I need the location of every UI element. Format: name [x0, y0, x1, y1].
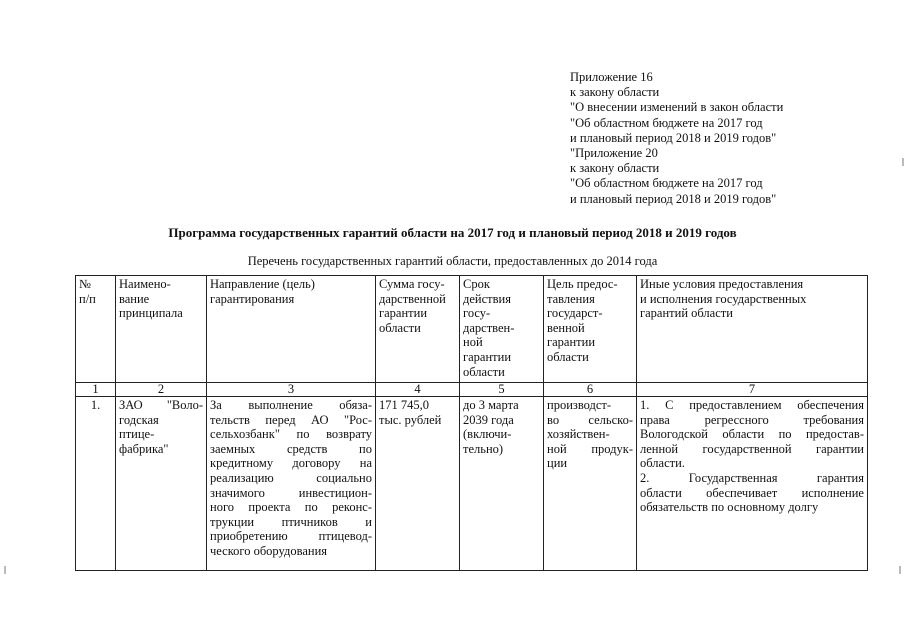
column-number: 1 — [76, 383, 116, 397]
cell-line: Сумма госу- — [379, 277, 445, 291]
header-cell — [637, 276, 868, 383]
annex-line: и плановый период 2018 и 2019 годов" — [570, 130, 777, 145]
cell-line: гарантии — [463, 349, 512, 364]
cell-line: Срок — [463, 277, 490, 291]
cell-line: Иные условия предоставления — [640, 277, 804, 291]
cell-line: заемных средств по — [210, 441, 372, 456]
cell-line: тавления — [547, 291, 595, 306]
cell-line: значимого инвестицион- — [210, 485, 372, 500]
cell-line: области. — [640, 456, 685, 471]
cell-line: ческого оборудования — [210, 543, 328, 558]
cell-line: птице- — [119, 427, 155, 442]
cell-line: ции — [547, 456, 568, 471]
cell-line: тельно) — [463, 441, 504, 456]
cell-line: 1. С предоставлением обеспечения — [640, 398, 864, 412]
column-number-row — [76, 383, 868, 397]
table-caption: Перечень государственных гарантий области, предоставленных до 2014 года — [247, 254, 658, 268]
header-cell — [376, 276, 460, 383]
document-title: Программа государственных гарантий области на 2017 год и плановый период 2018 и 2019 годов — [168, 225, 737, 240]
direction-cell — [207, 397, 376, 571]
cell-line: Направление (цель) — [210, 277, 315, 291]
cell-line: ЗАО "Воло- — [119, 398, 203, 412]
cell-line: тельств перед АО "Рос- — [210, 412, 372, 427]
cell-line: 171 745,0 — [379, 398, 429, 412]
cell-line: Наимено- — [119, 277, 171, 291]
cell-line: до 3 марта — [463, 398, 519, 412]
cell-line: государст- — [547, 306, 603, 321]
cell-line: гарантии — [379, 306, 428, 321]
cell-line: во сельско- — [547, 412, 633, 427]
term-cell — [460, 397, 544, 571]
cell-line: и исполнения государственных — [640, 291, 807, 306]
cell-line: ленной государственной гарантии — [640, 441, 864, 456]
cell-line: дарствен- — [463, 320, 515, 335]
table-row — [76, 397, 868, 571]
amount-cell — [376, 397, 460, 571]
header-cell — [76, 276, 116, 383]
cell-line: 2039 года — [463, 412, 514, 427]
annex-line: Приложение 16 — [570, 70, 653, 84]
cell-line: Цель предос- — [547, 277, 618, 291]
cell-line: тыс. рублей — [379, 412, 442, 427]
cell-line: п/п — [79, 291, 96, 306]
cell-line: За выполнение обяза- — [210, 398, 372, 412]
annex-reference — [570, 70, 783, 207]
cell-line: госу- — [463, 306, 491, 321]
cell-line: ной — [463, 335, 483, 350]
annex-line: "О внесении изменений в закон области — [570, 100, 784, 115]
cell-line: ной продук- — [547, 441, 633, 456]
scan-margin-mark — [4, 566, 6, 574]
cell-line: сельхозбанк" по возврату — [210, 427, 372, 442]
cell-line: гарантий области — [640, 306, 733, 321]
cell-line: реализацию социально — [210, 470, 372, 485]
column-number: 7 — [637, 383, 868, 397]
cell-line: 2. Государственная гарантия — [640, 470, 864, 485]
header-cell — [207, 276, 376, 383]
cell-line: права регрессного требования — [640, 412, 864, 427]
cell-line: действия — [463, 291, 511, 306]
annex-line: к закону области — [570, 161, 660, 176]
cell-line: ного проекта по реконс- — [210, 500, 372, 515]
column-number: 5 — [460, 383, 544, 397]
header-cell — [544, 276, 637, 383]
cell-line: трукции птичников и — [210, 514, 372, 529]
cell-line: фабрика" — [119, 441, 169, 456]
column-number: 2 — [116, 383, 207, 397]
cell-line: принципала — [119, 306, 183, 321]
cell-line: гарантирования — [210, 291, 295, 306]
header-cell — [116, 276, 207, 383]
column-number: 3 — [207, 383, 376, 397]
cell-line: обязательств по основному долгу — [640, 500, 819, 515]
annex-line: и плановый период 2018 и 2019 годов" — [570, 191, 777, 206]
conditions-cell — [637, 397, 868, 571]
cell-line: производст- — [547, 398, 612, 412]
cell-line: Вологодской области по предостав- — [640, 427, 864, 442]
cell-line: области — [379, 320, 421, 335]
cell-line: гарантии — [547, 335, 596, 350]
cell-line: № — [79, 277, 91, 291]
guarantees-table — [75, 275, 868, 571]
cell-line: области — [547, 349, 589, 364]
principal-cell — [116, 397, 207, 571]
cell-line: приобретению птицевод- — [210, 529, 372, 544]
cell-line: годская — [119, 412, 159, 427]
header-cell — [460, 276, 544, 383]
row-number: 1. — [76, 397, 116, 571]
cell-line: хозяйствен- — [547, 427, 610, 442]
cell-line: кредитному договору на — [210, 456, 372, 471]
purpose-cell — [544, 397, 637, 571]
column-number: 6 — [544, 383, 637, 397]
cell-line: дарственной — [379, 291, 446, 306]
annex-line: к закону области — [570, 85, 660, 100]
cell-line: венной — [547, 320, 585, 335]
cell-line: вание — [119, 291, 150, 306]
cell-line: (включи- — [463, 427, 512, 442]
column-number: 4 — [376, 383, 460, 397]
annex-line: "Об областном бюджете на 2017 год — [570, 115, 763, 130]
cell-line: области — [463, 364, 505, 379]
scan-margin-mark — [899, 566, 901, 574]
cell-line: области обеспечивает исполнение — [640, 485, 864, 500]
annex-line: "Об областном бюджете на 2017 год — [570, 176, 763, 191]
annex-line: "Приложение 20 — [570, 146, 658, 161]
table-header-row — [76, 276, 868, 383]
scan-margin-mark — [902, 158, 904, 166]
